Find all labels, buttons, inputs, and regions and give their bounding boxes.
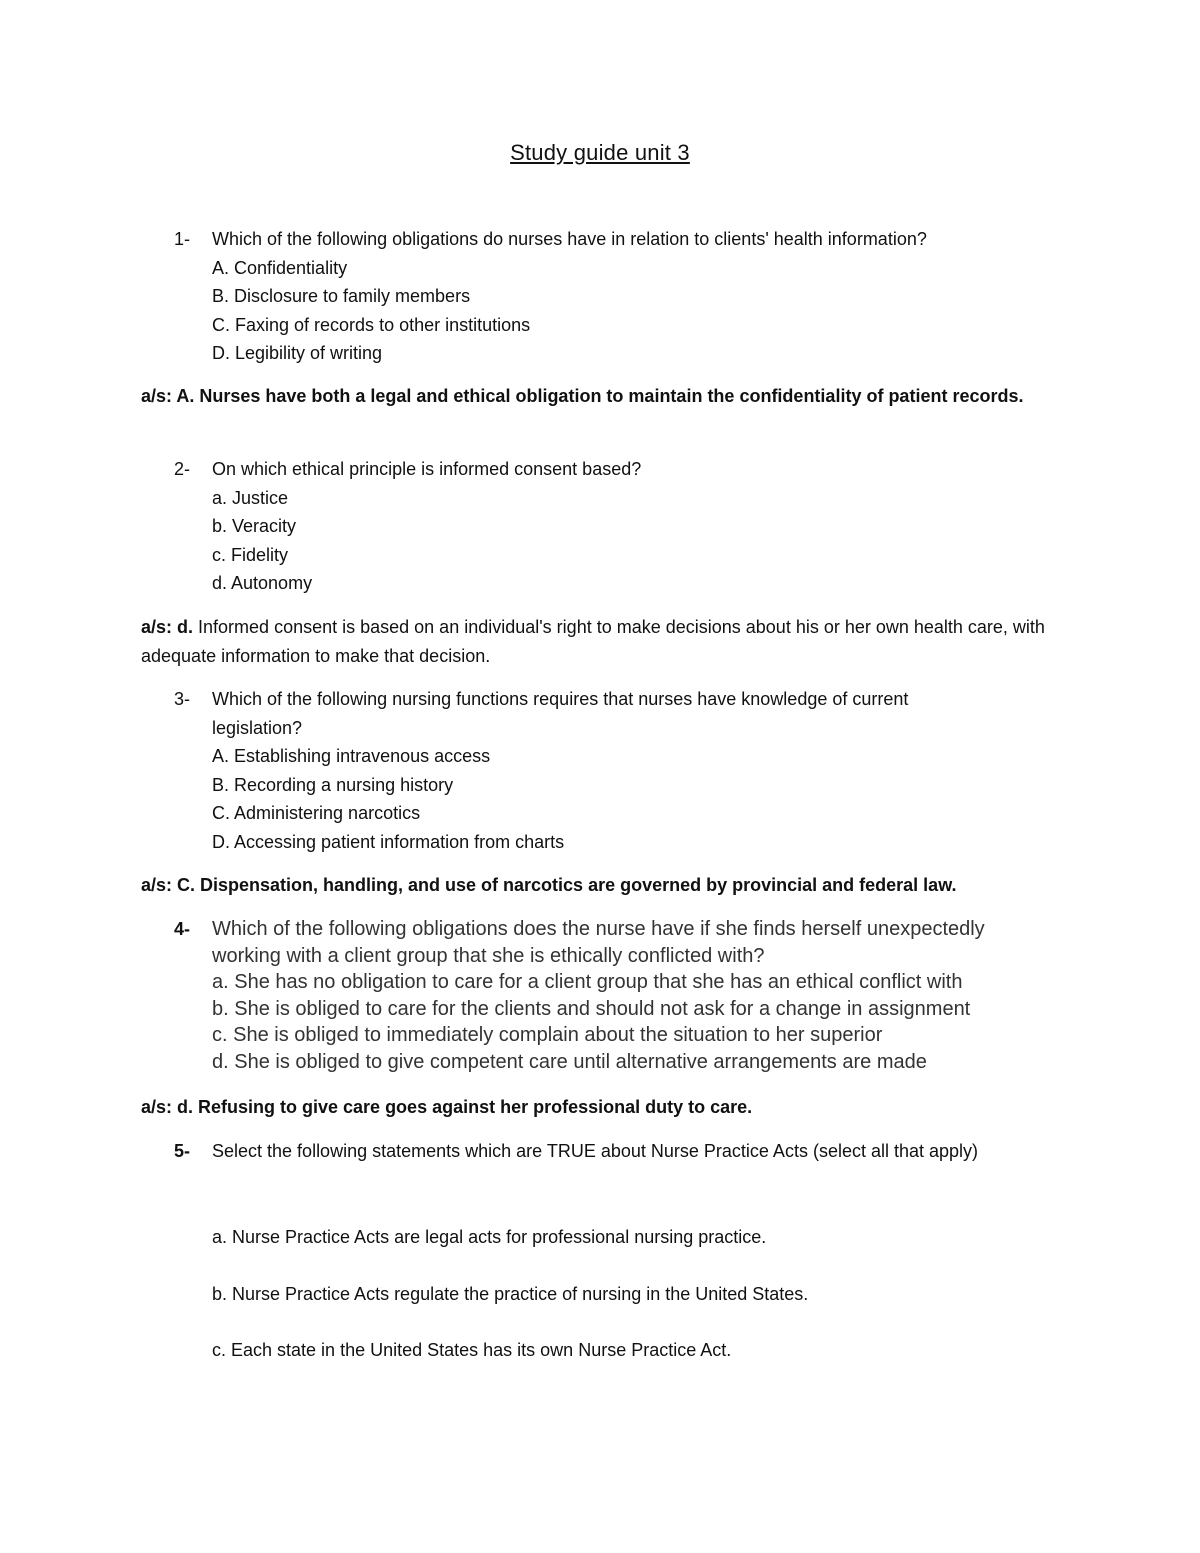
option: B. Recording a nursing history [212, 774, 454, 795]
option: A. Establishing intravenous access [212, 746, 491, 766]
question-text: On which ethical principle is informed consent based? [212, 459, 642, 479]
option: d. Autonomy [212, 573, 313, 593]
option: c. She is obliged to immediately complain about the situation to her superior [212, 1024, 883, 1046]
option: C. Faxing of records to other institutions [212, 314, 531, 335]
answer-text: Informed consent is based on an individual's right to make decisions about his or her own health care, with adequate information to make that decision. [141, 617, 1045, 666]
option: A. Confidentiality [212, 257, 348, 278]
option: b. Veracity [212, 516, 297, 536]
option: a. Justice [212, 487, 289, 508]
option: B. Disclosure to family members [212, 286, 471, 306]
question-number: 3- [174, 689, 191, 709]
question-2 [174, 455, 1074, 598]
option: c. Each state in the United States has its own Nurse Practice Act. [212, 1340, 732, 1360]
question-text: Which of the following nursing functions requires that nurses have knowledge of current [212, 689, 909, 709]
question-number: 5- [174, 1141, 191, 1161]
question-text: Which of the following obligations does the nurse have if she finds herself unexpectedly [212, 918, 985, 940]
option: c. Fidelity [212, 544, 289, 565]
question-number: 1- [174, 229, 191, 249]
option: b. Nurse Practice Acts regulate the practice of nursing in the United States. [212, 1284, 809, 1304]
question-5 [174, 1137, 1074, 1166]
page-title: Study guide unit 3 [510, 140, 690, 165]
option: a. She has no obligation to care for a client group that she has an ethical conflict with [212, 971, 963, 993]
option: C. Administering narcotics [212, 803, 421, 823]
question-text: legislation? [212, 717, 303, 738]
option: b. She is obliged to care for the clients and should not ask for a change in assignment [212, 997, 971, 1020]
answer-3: a/s: C. Dispensation, handling, and use of narcotics are governed by provincial and federal law. [141, 875, 957, 895]
question-number: 4- [174, 919, 191, 939]
question-number: 2- [174, 459, 191, 479]
question-text: Select the following statements which are TRUE about Nurse Practice Acts (select all that apply) [212, 1141, 979, 1161]
answer-2 [141, 613, 1061, 671]
answer-label: a/s: d. [141, 617, 194, 637]
question-3 [174, 685, 1074, 856]
option: d. She is obliged to give competent care until alternative arrangements are made [212, 1050, 927, 1073]
option: D. Legibility of writing [212, 343, 383, 363]
question-text: Which of the following obligations do nurses have in relation to clients' health information? [212, 229, 927, 249]
question-4 [174, 916, 1074, 1075]
option: D. Accessing patient information from charts [212, 831, 565, 852]
option: a. Nurse Practice Acts are legal acts for professional nursing practice. [212, 1227, 767, 1247]
answer-4: a/s: d. Refusing to give care goes against her professional duty to care. [141, 1097, 753, 1117]
question-text: working with a client group that she is ethically conflicted with? [212, 944, 765, 967]
answer-1: a/s: A. Nurses have both a legal and ethical obligation to maintain the confidentiality of patient records. [141, 386, 1024, 406]
question-1 [174, 225, 1074, 368]
